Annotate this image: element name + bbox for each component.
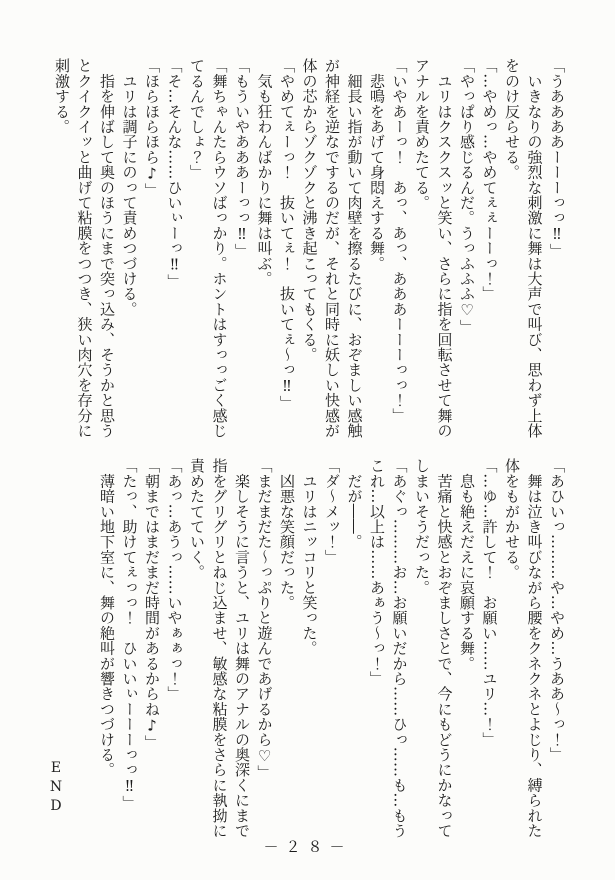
text-column: 凶悪な笑顔だった。 [278, 458, 296, 610]
text-column: ユリは調子にのって責めつづける。 [120, 58, 139, 317]
text-column: 「やっぱり感じるんだ。うっふふふ♡」 [458, 58, 476, 335]
text-column: 「まだまだた〜っぷりと遊んであげるから♡」 [255, 458, 274, 781]
end-marker: END [48, 760, 64, 817]
text-column: ユリはクスクスッと笑い、さらに指を回転させて舞の [435, 58, 454, 438]
text-column: 「たっ、助けてぇっっ！ ひいいぃーーーっっ‼」 [120, 458, 139, 811]
text-column: 体をもがかせる。 [503, 458, 521, 580]
text-column: が神経を逆なでするのだが、それと同時に妖しい快感が [323, 58, 341, 438]
text-column: 「朝まではまだまだ時間があるからね♪」 [143, 458, 161, 750]
text-column: 「そ…そんな……ひいぃーっ‼」 [165, 58, 184, 289]
text-column: 刺激する。 [53, 58, 71, 134]
bottom-text-block [40, 458, 568, 838]
text-column: 「舞ちゃんたらウソばっかり。ホントはすっっごく感じ [210, 58, 229, 438]
text-column: 「…ゆ…許して！ お願い……ユリ…！」 [480, 458, 499, 747]
text-column: 責めたてていく。 [188, 458, 206, 580]
text-column: 細長い指が動いて肉壁を擦るたびに、おぞましい感触 [345, 58, 364, 438]
text-column: いきなりの強烈な刺激に舞は大声で叫び、思わず上体 [525, 58, 544, 438]
text-column: 指を伸ばして奥のほうにまで突っ込み、そうかと思う [98, 58, 116, 438]
text-column: ユリはニッコリと笑った。 [300, 458, 319, 656]
text-column: しまいそうだった。 [413, 458, 431, 595]
text-column: とクイクイッと曲げて粘膜をつつき、狭い肉穴を存分に [75, 58, 94, 438]
text-column: アナルを責めたてる。 [413, 58, 431, 210]
text-column: 薄暗い地下室に、舞の絶叫が響きつづける。 [98, 458, 116, 778]
text-column: 「あっ…あうっ……いやぁぁっ！」 [165, 458, 184, 702]
text-column: これ…以上は……あぁう〜っ！」 [368, 458, 386, 686]
text-column: 「…やめっ…やめてぇぇーーっ！」 [480, 58, 499, 302]
text-column: 楽しそうに言うと、ユリは舞のアナルの奥深くにまで [233, 458, 251, 838]
text-column: 「ダ〜メッ！」 [323, 458, 341, 565]
text-column: 悲鳴をあげて身悶えする舞。 [368, 58, 386, 271]
text-column: 舞は泣き叫びながら腰をクネクネとよじり、縛られた [525, 458, 544, 838]
text-column: 「うああああーーーっっ‼」 [548, 58, 566, 259]
top-text-block [40, 58, 568, 446]
text-column: 苦痛と快感とおぞましさとで、今にもどうにかなって [435, 458, 454, 838]
text-column: 「あひいっ………や…やめ…うああ〜っ！」 [548, 458, 566, 762]
text-column: 「あぐっ………お…お願いだから……ひっ……も…もう [390, 458, 409, 838]
text-column: 「いやあーっ！ あっ、あっ、あああーーーっっ！」 [390, 58, 409, 423]
text-column: をのけ反らせる。 [503, 58, 521, 180]
text-column: 「やめてぇーっ！ 抜いてぇ！ 抜いてぇ〜っ‼」 [278, 58, 296, 411]
text-column: 指をグリグリとねじ込ませ、敏感な粘膜をさらに執拗に [210, 458, 229, 838]
text-column: 体の芯からゾクゾクと沸き起こってもくる。 [300, 58, 319, 362]
text-column: 「もういやあああーっっ‼」 [233, 58, 251, 259]
text-column: 気も狂わんばかりに舞は叫ぶ。 [255, 58, 274, 286]
text-column: 「ほらほらほら♪」 [143, 58, 161, 198]
text-column: てるんでしょ？」 [188, 58, 206, 180]
text-column: だが――。 [345, 458, 364, 550]
text-column: 息も絶えだえに哀願する舞。 [458, 458, 476, 671]
page-number: －２８－ [263, 838, 352, 856]
